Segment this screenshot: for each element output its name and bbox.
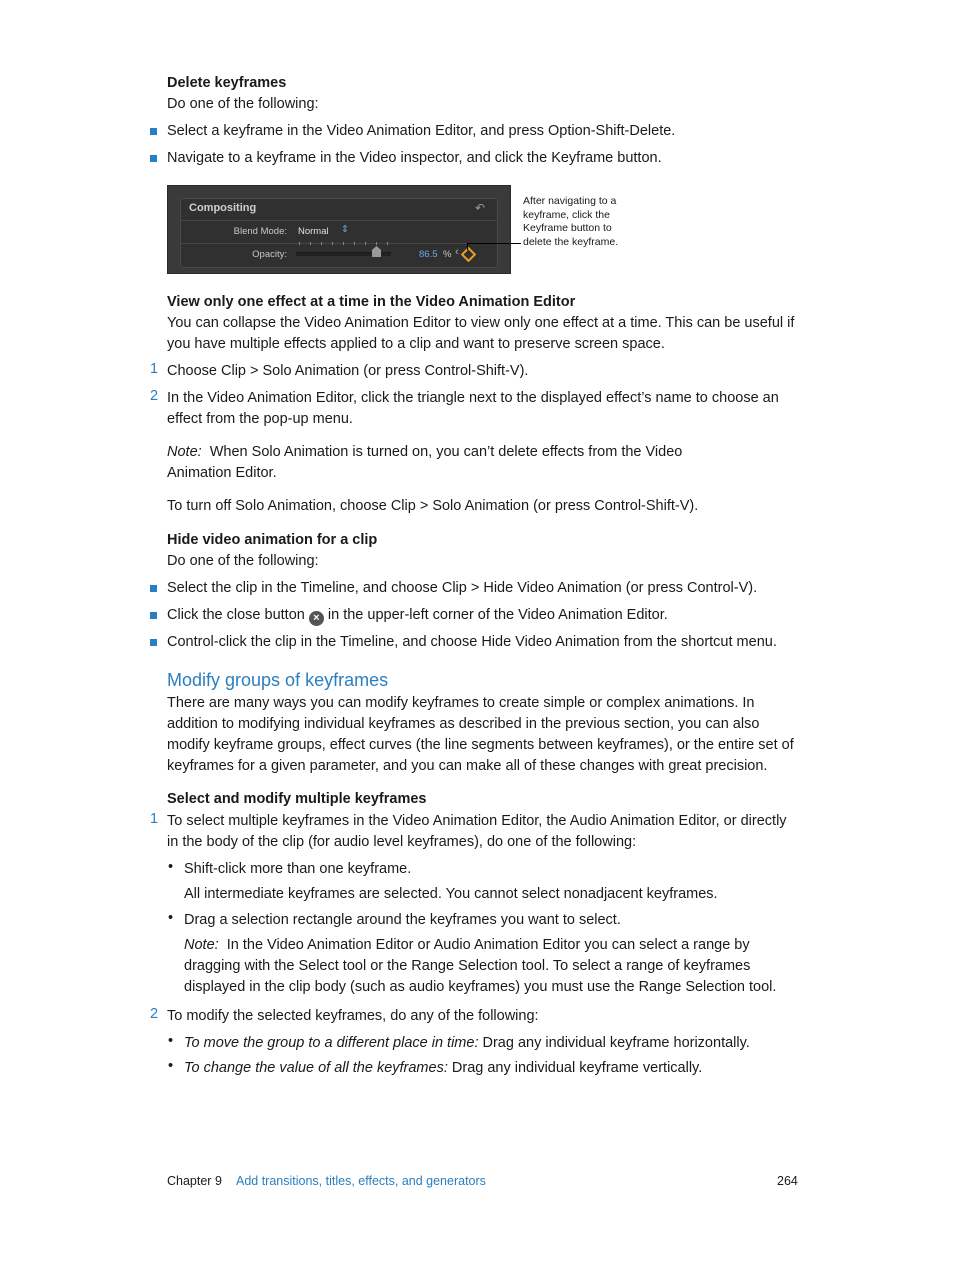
delete-heading: Delete keyframes [167, 75, 287, 91]
compositing-panel [180, 198, 498, 268]
bullet-2-post: in the upper-left corner of the Video Animation Editor. [327, 607, 668, 623]
delete-bullet-1: Select a keyframe in the Video Animation Editor, and press Option-Shift-Delete. [167, 123, 676, 139]
solo-step-2: In the Video Animation Editor, click the triangle next to the displayed effect’s name to choose an effect from the pop-up menu. [167, 390, 779, 427]
close-button-icon: × [309, 611, 324, 626]
slider-ticks [299, 242, 391, 245]
callout-tick [467, 243, 468, 250]
bullet-marker [150, 585, 157, 592]
modify-dot-3 [184, 1033, 794, 1054]
reset-icon[interactable]: ↶ [474, 201, 485, 215]
footer-chapter: Chapter 9 [167, 1174, 222, 1188]
bullet-marker [150, 639, 157, 646]
modify-step-1: To select multiple keyframes in the Video Animation Editor, the Audio Animation Editor, or directly in the body of the clip (for audio level keyframes), do one of the following: [167, 813, 787, 850]
blend-mode-label: Blend Mode: [233, 226, 287, 237]
callout-line [467, 243, 521, 244]
modify-dot-2: Drag a selection rectangle around the keyframes you want to select. [184, 912, 621, 928]
page-number: 264 [777, 1174, 798, 1188]
modify-sub-heading: Select and modify multiple keyframes [167, 791, 427, 807]
bullet-marker [150, 612, 157, 619]
hide-heading: Hide video animation for a clip [167, 532, 378, 548]
dot-marker: • [168, 1058, 174, 1074]
step-number: 2 [150, 388, 159, 404]
screenshot-caption: After navigating to a keyframe, click the Keyframe button to delete the keyframe. [523, 195, 619, 248]
dot-marker: • [168, 859, 174, 875]
modify-body: There are many ways you can modify keyframes to create simple or complex animations. In addition to modifying individual keyframes as described in the previous section, you can also modify keyframe groups, effect curves (the line segments between keyframes), or the entire set of keyframes for a given parameter, and you can make all of these changes with great precision. [167, 695, 794, 774]
modify-step-2: To modify the selected keyframes, do any of the following: [167, 1008, 539, 1024]
dot-3-text: Drag any individual keyframe horizontally. [482, 1035, 750, 1051]
opacity-value[interactable]: 86.5 [419, 249, 438, 260]
modify-dot-4 [184, 1058, 794, 1079]
previous-keyframe-icon[interactable]: ‹ [455, 246, 459, 258]
note-text: When Solo Animation is turned on, you can’t delete effects from the Video Animation Editor. [167, 444, 683, 481]
dot-marker: • [168, 1033, 174, 1049]
solo-body: You can collapse the Video Animation Editor to view only one effect at a time. This can be useful if you have multiple effects applied to a clip and want to preserve screen space. [167, 315, 795, 352]
note-text: In the Video Animation Editor or Audio Animation Editor you can select a range by dragging with the Select tool or the Range Selection tool. To select a range of keyframes displayed in the clip body (such as audio keyframes) you must use the Range Selection tool. [184, 937, 777, 995]
dot-4-text: Drag any individual keyframe vertically. [451, 1060, 703, 1076]
step-number: 1 [150, 361, 159, 377]
dot-4-emphasis: To change the value of all the keyframes: [184, 1060, 448, 1076]
solo-heading: View only one effect at a time in the Video Animation Editor [167, 294, 576, 310]
note-label: Note: [167, 444, 202, 460]
dot-marker: • [168, 910, 174, 926]
solo-step-1: Choose Clip > Solo Animation (or press Control-Shift-V). [167, 363, 529, 379]
opacity-label: Opacity: [252, 249, 287, 260]
dot-3-emphasis: To move the group to a different place in time: [184, 1035, 479, 1051]
bullet-2-pre: Click the close button [167, 607, 305, 623]
compositing-title: Compositing [189, 202, 257, 214]
bullet-marker [150, 128, 157, 135]
note-label: Note: [184, 937, 219, 953]
divider [181, 220, 497, 221]
solo-turn-off: To turn off Solo Animation, choose Clip > Solo Animation (or press Control-Shift-V). [167, 498, 699, 514]
step-number: 2 [150, 1006, 159, 1022]
modify-dot-1-detail: All intermediate keyframes are selected. You cannot select nonadjacent keyframes. [184, 886, 718, 902]
modify-dot-1: Shift-click more than one keyframe. [184, 861, 412, 877]
popup-arrows-icon[interactable]: ⇕ [341, 224, 349, 235]
modify-note [184, 935, 794, 998]
hide-bullet-2 [167, 605, 797, 626]
delete-bullet-2: Navigate to a keyframe in the Video inspector, and click the Keyframe button. [167, 150, 662, 166]
blend-mode-value[interactable]: Normal [298, 226, 329, 237]
solo-note [167, 442, 697, 484]
video-inspector-screenshot [167, 185, 511, 274]
hide-bullet-1: Select the clip in the Timeline, and choose Clip > Hide Video Animation (or press Control-V). [167, 580, 758, 596]
delete-intro: Do one of the following: [167, 96, 319, 112]
bullet-marker [150, 155, 157, 162]
footer-chapter-link[interactable]: Add transitions, titles, effects, and generators [236, 1174, 486, 1188]
section-title: Modify groups of keyframes [167, 670, 389, 690]
hide-intro: Do one of the following: [167, 553, 319, 569]
step-number: 1 [150, 811, 159, 827]
slider-knob[interactable] [372, 246, 381, 257]
keyframe-button-icon[interactable] [461, 247, 477, 263]
opacity-unit: % [443, 249, 452, 260]
hide-bullet-3: Control-click the clip in the Timeline, and choose Hide Video Animation from the shortcut menu. [167, 634, 777, 650]
